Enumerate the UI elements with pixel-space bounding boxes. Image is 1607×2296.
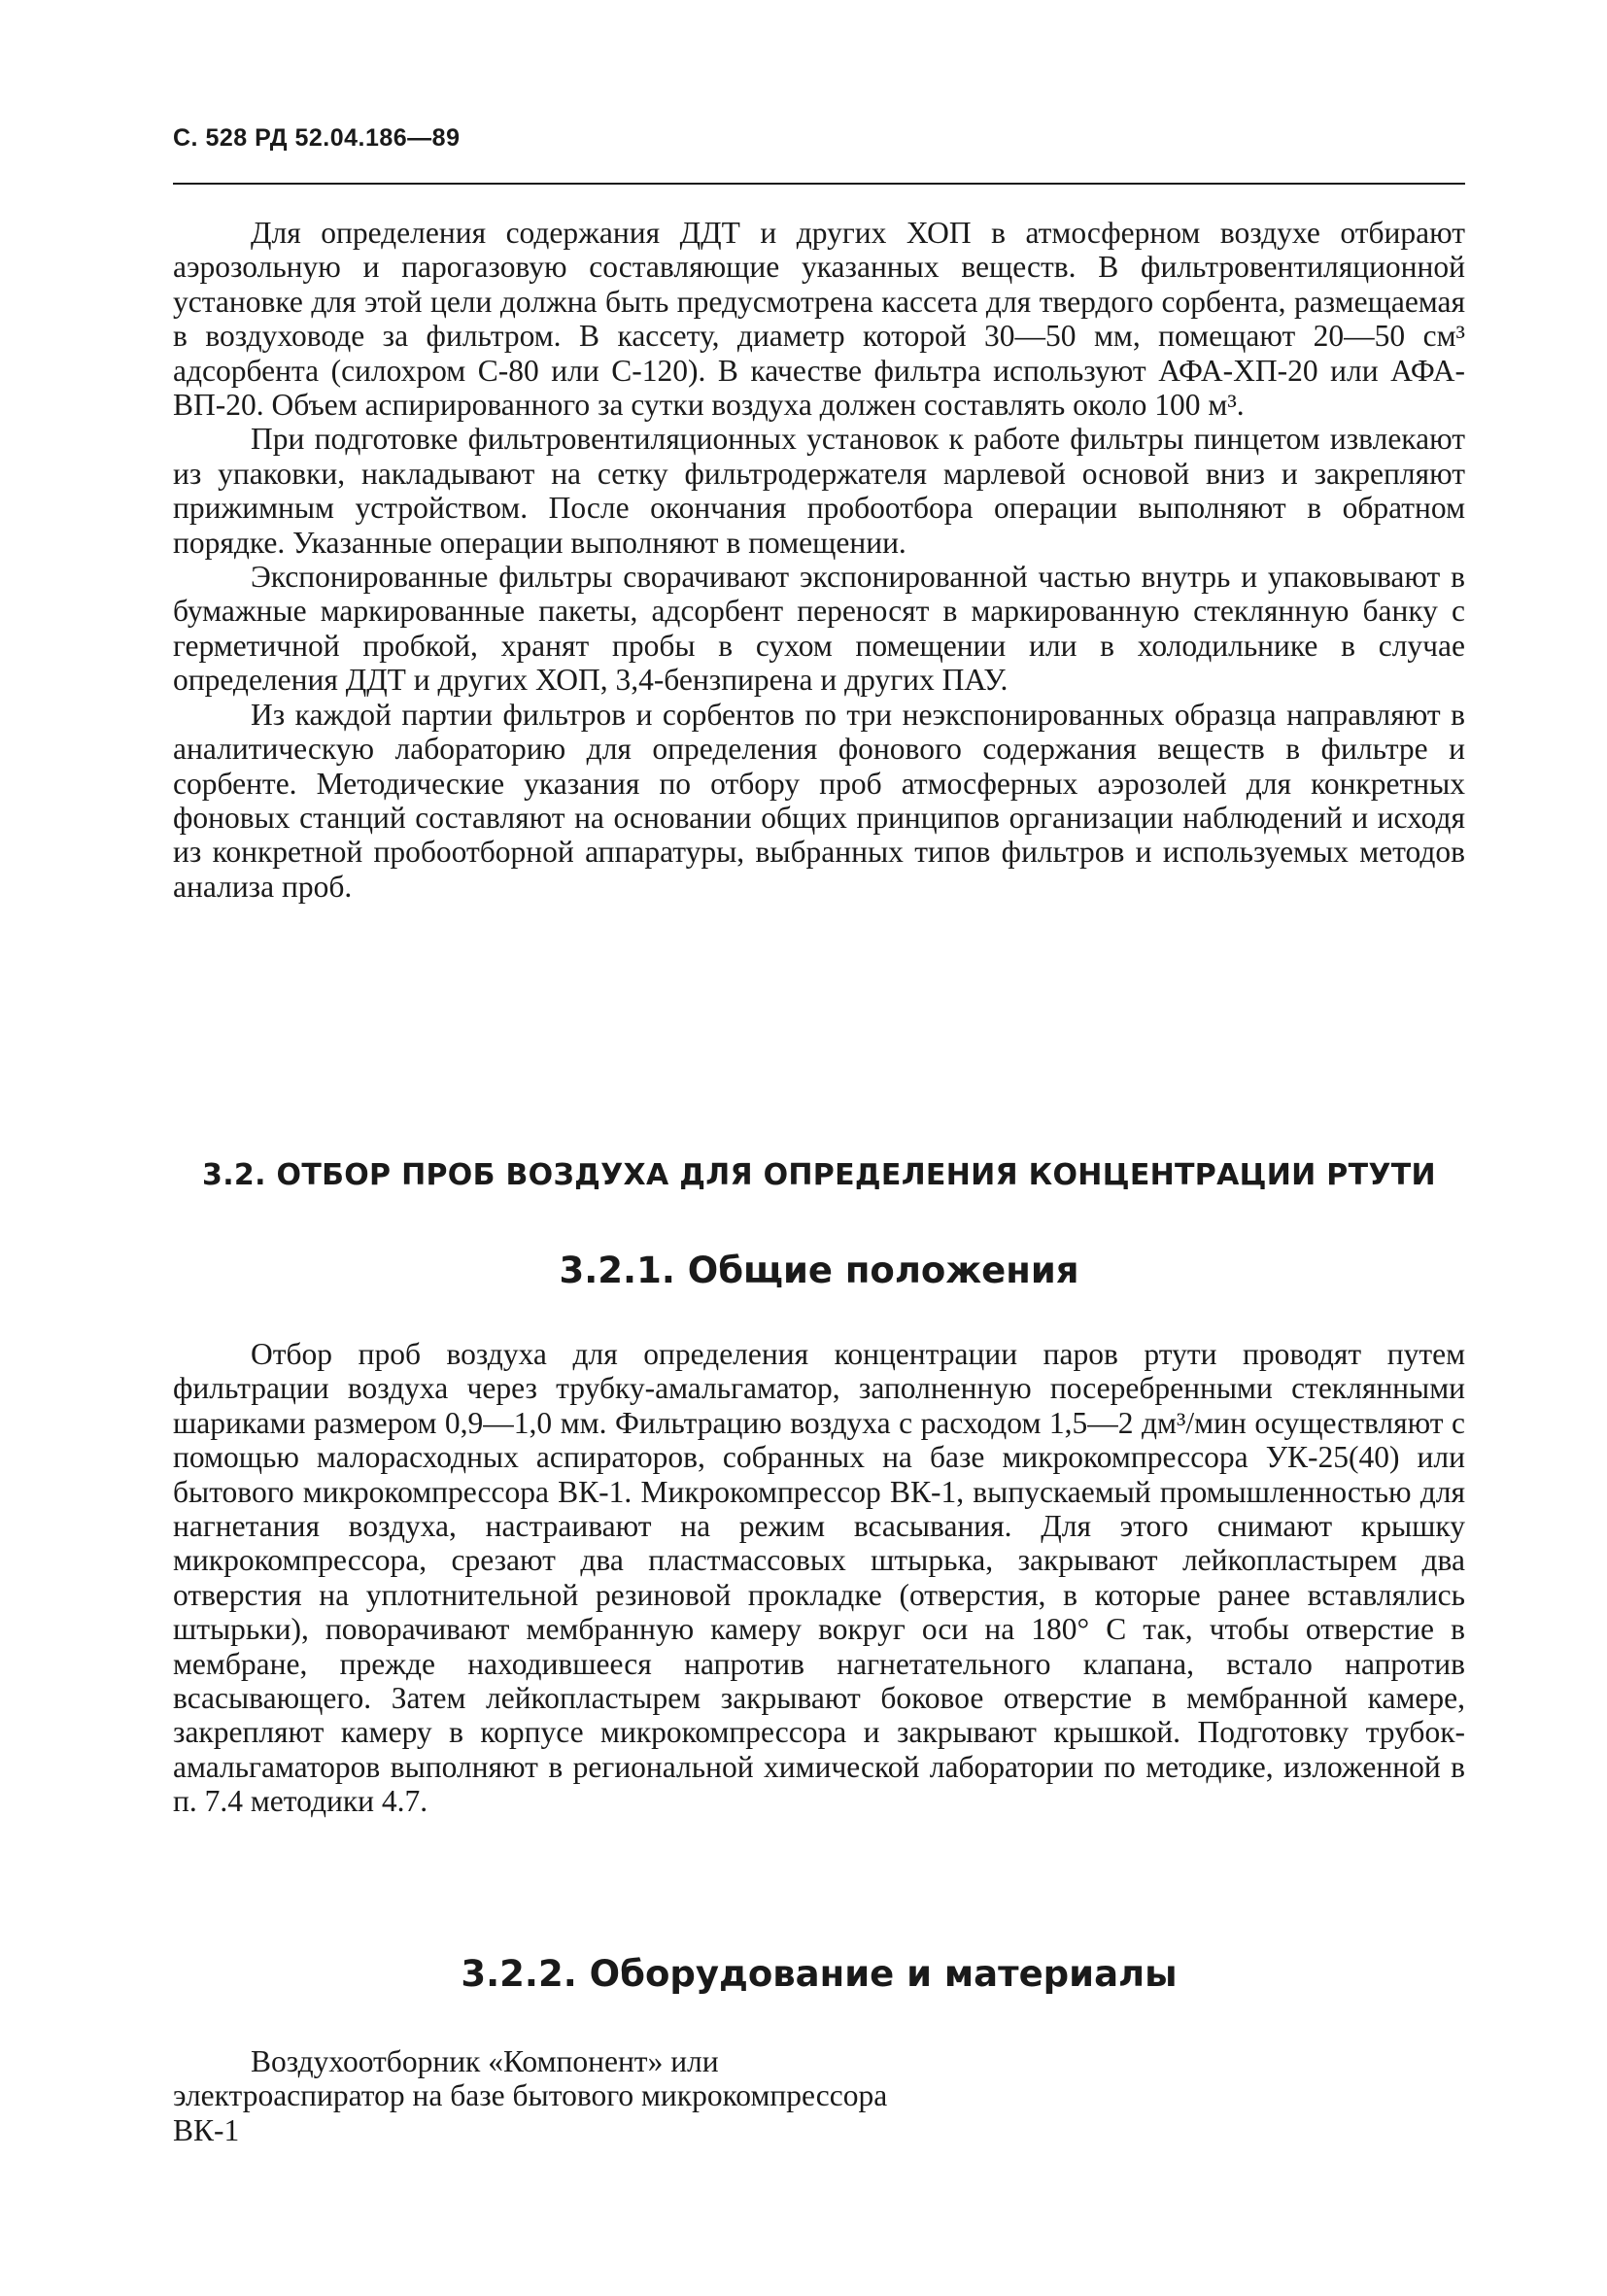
- paragraph-filter-preparation: При подготовке фильтровентиляционных установок к работе фильтры пинцетом извлекают из упаковки, накладывают на сетку фильтродержателя марлевой основой вниз и закрепляют прижимным устройством. После окончания пробоотбора операции выполняют в обратном порядке. Указанные операции выполняют в помещении.: [173, 422, 1465, 560]
- equipment-item: [173, 2044, 892, 2147]
- running-header: С. 528 РД 52.04.186—89: [173, 124, 461, 152]
- intro-text: [173, 216, 1465, 904]
- general-provisions-text: [173, 1337, 1465, 1819]
- equipment-line-1: Воздухоотборник «Компонент» или: [251, 2044, 719, 2078]
- section-heading-3-2-2: 3.2.2. Оборудование и материалы: [461, 1953, 1178, 1995]
- section-heading-3-2: 3.2. ОТБОР ПРОБ ВОЗДУХА ДЛЯ ОПРЕДЕЛЕНИЯ КОНЦЕНТРАЦИИ РТУТИ: [202, 1158, 1436, 1192]
- header-rule: [173, 183, 1465, 185]
- section-heading-3-2-1: 3.2.1. Общие положения: [559, 1250, 1079, 1291]
- paragraph-mercury-sampling: Отбор проб воздуха для определения концентрации паров ртути проводят путем фильтрации воздуха через трубку-амальгаматор, заполненную посеребренными стеклянными шариками размером 0,9—1,0 мм. Фильтрацию воздуха с расходом 1,5—2 дм³/мин осуществляют с помощью малорасходных аспираторов, собранных на базе микрокомпрессора УК-25(40) или бытового микрокомпрессора ВК-1. Микрокомпрессор ВК-1, выпускаемый промышленностью для нагнетания воздуха, настраивают на режим всасывания. Для этого снимают крышку микрокомпрессора, срезают два пластмассовых штырька, закрывают лейкопластырем два отверстия на уплотнительной резиновой прокладке (отверстия, в которые ранее вставлялись штырьки), поворачивают мембранную камеру вокруг оси на 180° С так, чтобы отверстие в мембране, прежде находившееся напротив нагнетательного клапана, встало напротив всасывающего. Затем лейкопластырем закрывают боковое отверстие в мембранной камере, закрепляют камеру в корпусе микрокомпрессора и закрывают крышкой. Подготовку трубок-амальгаматоров выполняют в региональной химической лаборатории по методике, изложенной в п. 7.4 методики 4.7.: [173, 1337, 1465, 1819]
- paragraph-background-samples: Из каждой партии фильтров и сорбентов по три неэкспонированных образца направляют в аналитическую лабораторию для определения фонового содержания веществ в фильтре и сорбенте. Методические указания по отбору проб атмосферных аэрозолей для конкретных фоновых станций составляют на основании общих принципов организации наблюдений и исходя из конкретной пробоотборной аппаратуры, выбранных типов фильтров и используемых методов анализа проб.: [173, 697, 1465, 904]
- equipment-line-2: электроаспиратор на базе бытового микрокомпрессора ВК-1: [173, 2078, 888, 2147]
- paragraph-ddt-sampling: Для определения содержания ДДТ и других ХОП в атмосферном воздухе отбирают аэрозольную и парогазовую составляющие указанных веществ. В фильтровентиляционной установке для этой цели должна быть предусмотрена кассета для твердого сорбента, размещаемая в воздуховоде за фильтром. В кассету, диаметр которой 30—50 мм, помещают 20—50 см³ адсорбента (силохром С-80 или С-120). В качестве фильтра используют АФА-ХП-20 или АФА-ВП-20. Объем аспирированного за сутки воздуха должен составлять около 100 м³.: [173, 216, 1465, 423]
- paragraph-filter-storage: Экспонированные фильтры сворачивают экспонированной частью внутрь и упаковывают в бумажные маркированные пакеты, адсорбент переносят в маркированную стеклянную банку с герметичной пробкой, хранят пробы в сухом помещении или в холодильнике в случае определения ДДТ и других ХОП, 3,4-бензпирена и других ПАУ.: [173, 560, 1465, 698]
